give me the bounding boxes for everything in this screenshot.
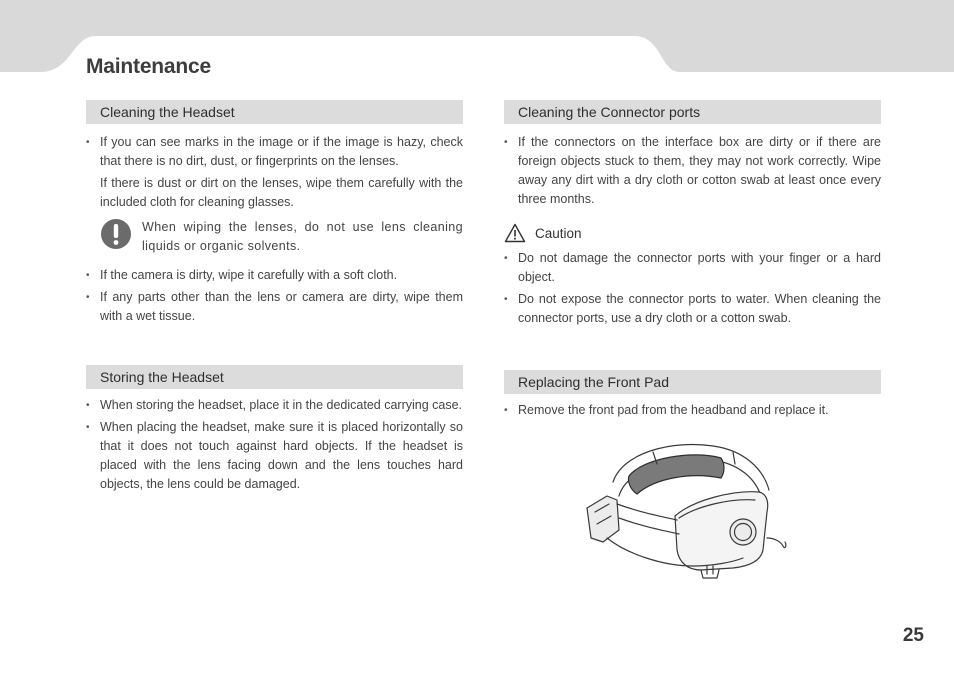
section-cleaning-headset (86, 100, 463, 329)
list-item: • If the camera is dirty, wipe it carefully with a soft cloth. (86, 266, 463, 285)
section-heading: Cleaning the Headset (86, 100, 463, 124)
list-item: • If any parts other than the lens or camera are dirty, wipe them with a wet tissue. (86, 288, 463, 326)
caution-list (504, 249, 881, 328)
list-item: • When placing the headset, make sure it is placed horizontally so that it does not touch against hard objects. If the headset is placed with the lens facing down and the lens touches hard objects, the lens could be damaged. (86, 418, 463, 494)
list-item: • If the connectors on the interface box are dirty or if there are foreign objects stuck to them, they may not work correctly. Wipe away any dirt with a dry cloth or cotton swab at least once every three months. (504, 133, 881, 209)
list-item: • Do not damage the connector ports with your finger or a hard object. (504, 249, 881, 287)
bullet-list (504, 133, 881, 209)
bullet-list (86, 266, 463, 326)
section-cleaning-connectors (504, 100, 881, 331)
list-item: • When storing the headset, place it in the dedicated carrying case. (86, 396, 463, 415)
section-heading: Cleaning the Connector ports (504, 100, 881, 124)
bullet-list (86, 133, 463, 171)
caution-header (504, 223, 881, 243)
section-heading: Storing the Headset (86, 365, 463, 389)
note-box (86, 218, 463, 256)
bullet-list (86, 396, 463, 494)
section-front-pad (504, 370, 881, 423)
page-title: Maintenance (86, 55, 211, 78)
bullet-list (504, 401, 881, 420)
section-storing-headset (86, 365, 463, 497)
list-item: • If you can see marks in the image or if the image is hazy, check that there is no dirt, dust, or fingerprints on the lenses. (86, 133, 463, 171)
list-item: • Do not expose the connector ports to water. When cleaning the connector ports, use a dry cloth or a cotton swab. (504, 290, 881, 328)
warning-triangle-icon (504, 223, 526, 243)
exclamation-circle-icon (100, 218, 132, 250)
page-number: 25 (902, 625, 924, 646)
note-text: When wiping the lenses, do not use lens cleaning liquids or organic solvents. (142, 220, 463, 253)
headset-illustration (583, 438, 793, 580)
section-heading: Replacing the Front Pad (504, 370, 881, 394)
caution-label: Caution (535, 225, 582, 241)
paragraph: If there is dust or dirt on the lenses, wipe them carefully with the included cloth for cleaning glasses. (100, 176, 463, 209)
list-item: • Remove the front pad from the headband and replace it. (504, 401, 881, 420)
